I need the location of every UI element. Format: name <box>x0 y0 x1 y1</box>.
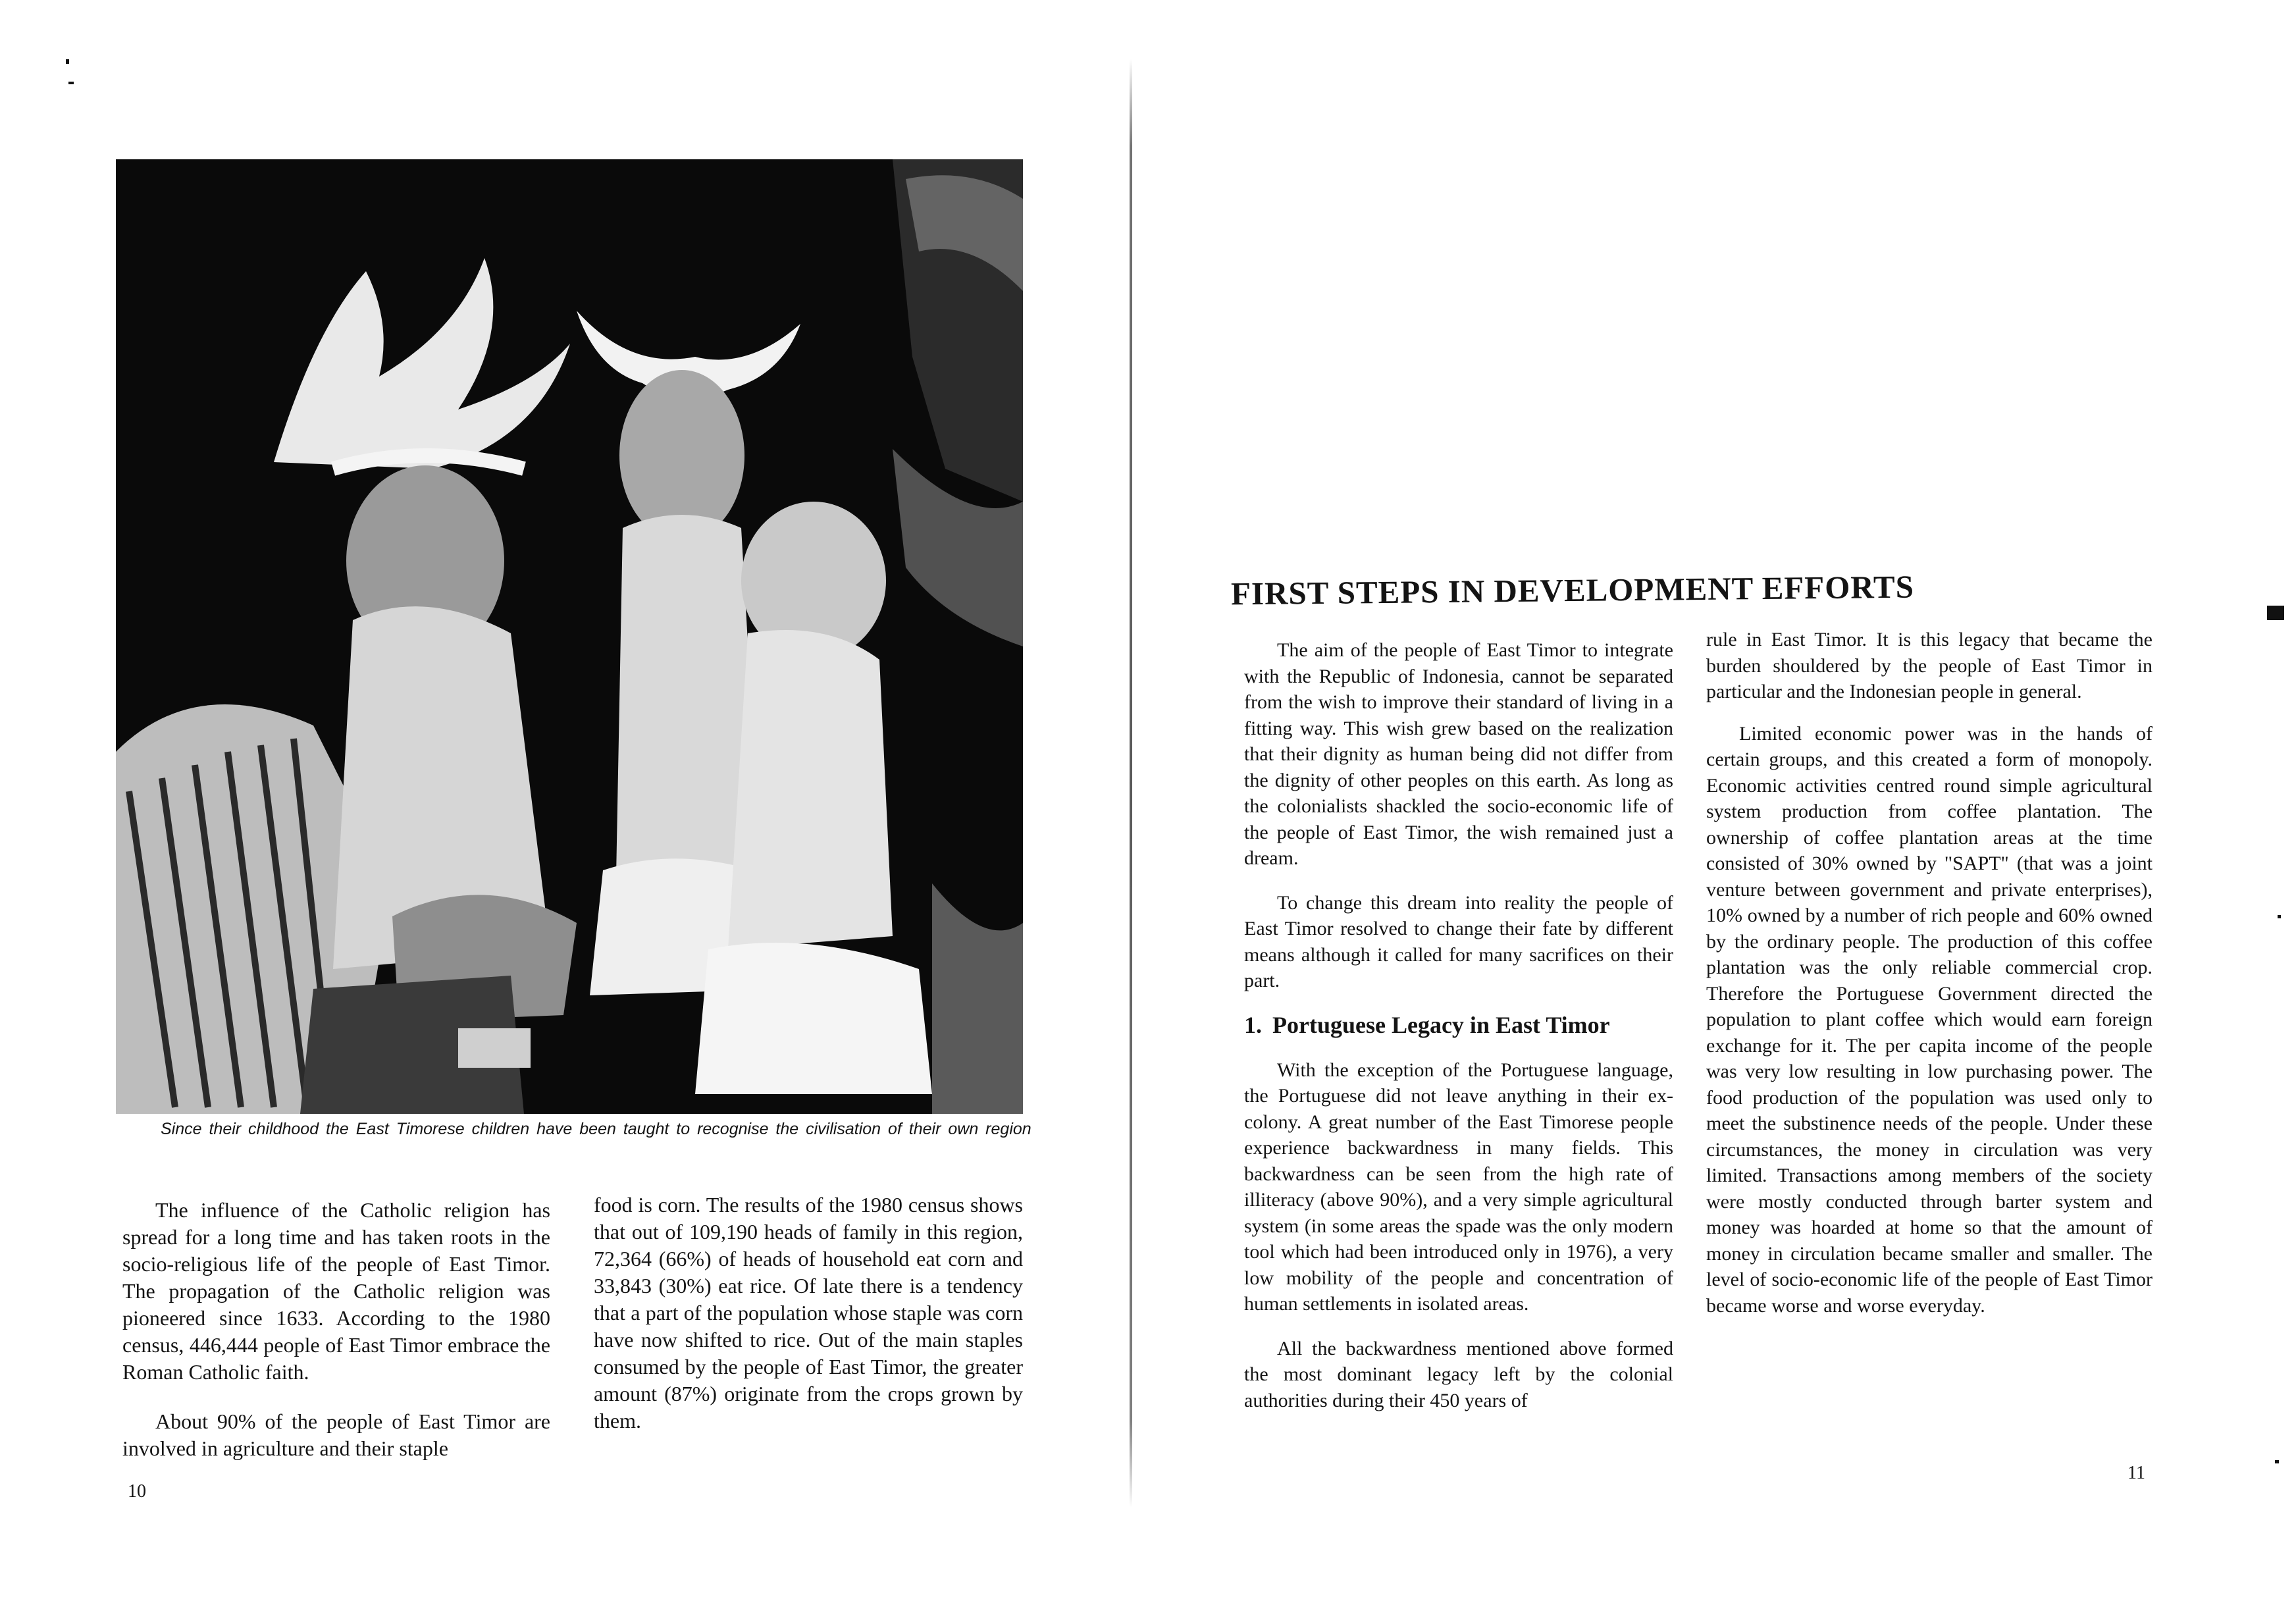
section-heading <box>1244 1011 1673 1039</box>
chapter-title: FIRST STEPS IN DEVELOPMENT EFFORTS <box>1230 568 1915 612</box>
scan-mark <box>68 82 74 84</box>
photo-children-headdresses <box>116 159 1023 1114</box>
paragraph: Limited economic power was in the hands of certain groups, and this created a form of monopoly. Economic activities centred round simple agricultural system production from coffee plantation. The ownership of coffee plantation areas at the time consisted of 30% owned by "SAPT" (that was a joint venture between government and private enterprises), 10% owned by a number of rich people and 60% owned by the ordinary people. The production of this coffee plantation was the only reliable commercial crop. Therefore the Portuguese Government directed the population to plant coffee which would earn foreign exchange for it. The per capita income of the people was very low resulting in low purchasing power. The food production of the population was used only to meet the substinence needs of the people. Under these circumstances, the money in circulation was very limited. Transactions among members of the society were mostly conducted through barter system and money was hoarded at home so that the amount of money in circulation became smaller and smaller. The level of socio-economic life of the people of East Timor became worse and worse everyday. <box>1706 722 2152 1317</box>
scan-mark <box>2267 606 2284 620</box>
section-number: 1. <box>1244 1011 1262 1038</box>
paragraph: The influence of the Catholic religion has spread for a long time and has taken roots in the socio-religious life of the people of East Timor. The propagation of the Catholic religion was pioneered since 1633. According to the 1980 census, 446,444 people of East Timor embrace the Roman Catholic faith. <box>122 1198 550 1384</box>
paragraph: About 90% of the people of East Timor are involved in agriculture and their staple <box>122 1409 550 1460</box>
figure-caption: Since their childhood the East Timorese children have been taught to recognise the civilisation of their own region <box>161 1120 1031 1138</box>
page-number: 10 <box>128 1481 146 1502</box>
paragraph: To change this dream into reality the people of East Timor resolved to change their fate by different means although it called for many sacrifices on their part. <box>1244 891 1673 991</box>
left-column-1 <box>122 1197 550 1462</box>
left-page <box>0 0 1131 1601</box>
right-column-2 <box>1706 627 2152 1319</box>
paragraph: rule in East Timor. It is this legacy that became the burden shouldered by the people of East Timor in particular and the Indonesian people in general. <box>1706 629 2152 702</box>
scan-mark <box>2278 915 2281 918</box>
paragraph: With the exception of the Portuguese language, the Portuguese did not leave anything in their ex-colony. A great number of the East Timorese people experience backwardness in many fields. This backwardness can be seen from the high rate of illiteracy (above 90%), and a very simple agricultural system (in some areas the spade was the only modern tool which had been introduced only in 1976), a very low mobility of the people and concentration of human settlements in isolated areas. <box>1244 1059 1673 1315</box>
page-number: 11 <box>2127 1463 2145 1483</box>
paragraph: All the backwardness mentioned above formed the most dominant legacy left by the colonial authorities during their 450 years of <box>1244 1337 1673 1411</box>
scan-mark <box>66 59 69 64</box>
right-column-1 <box>1244 637 1673 1413</box>
paragraph: The aim of the people of East Timor to integrate with the Republic of Indonesia, cannot be separated from the wish to improve their standard of living in a fitting way. This wish grew based on the realization that their dignity as human being did not differ from the dignity of other peoples on this earth. As long as the colonialists shackled the socio-economic life of the people of East Timor, the wish remained just a dream. <box>1244 639 1673 869</box>
paragraph: food is corn. The results of the 1980 census shows that out of 109,190 heads of family in this region, 72,364 (66%) of heads of household eat corn and 33,843 (30%) eat rice. Of late there is a tendency that a part of the population whose staple was corn have now shifted to rice. Out of the main staples consumed by the people of East Timor, the greater amount (87%) originate from the crops grown by them. <box>594 1193 1023 1432</box>
scan-mark <box>2275 1460 2279 1463</box>
left-column-2 <box>594 1192 1023 1434</box>
photo-image <box>116 159 1023 1114</box>
section-title: Portuguese Legacy in East Timor <box>1272 1011 1610 1038</box>
